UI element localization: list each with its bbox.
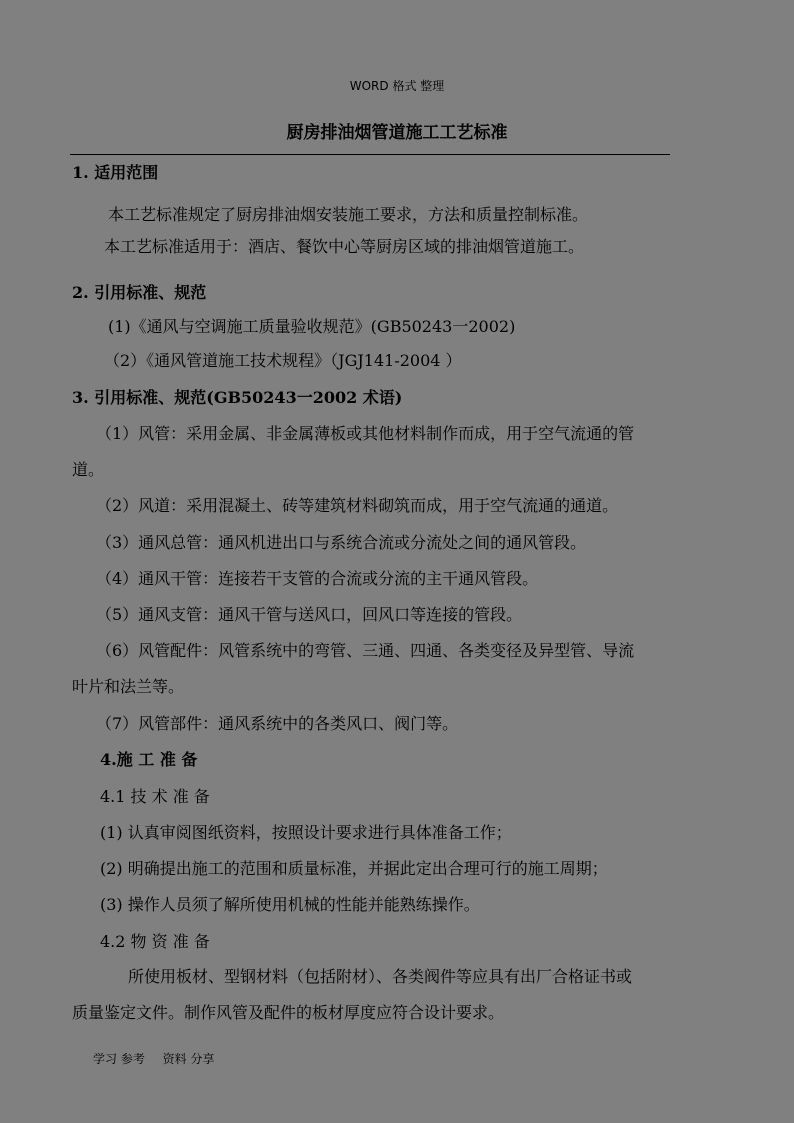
section-2-item-1: (1)《通风与空调施工质量验收规范》(GB50243一2002): [108, 317, 516, 336]
section-4-heading: 4.施 工 准 备: [100, 750, 198, 769]
section-3-term-3: （3）通风总管：通风机进出口与系统合流或分流处之间的通风管段。: [96, 533, 587, 552]
title-divider: [70, 154, 670, 155]
section-3-term-2: （2）风道：采用混凝土、砖等建筑材料砌筑而成，用于空气流通的通道。: [96, 496, 619, 515]
section-3-term-1-line-1: （1）风管：采用金属、非金属薄板或其他材料制作而成，用于空气流通的管: [96, 424, 635, 443]
footer-text-1: 学习 参考: [93, 1052, 145, 1066]
section-4-1-item-3: (3) 操作人员须了解所使用机械的性能并能熟练操作。: [100, 895, 480, 914]
section-1-paragraph-2: 本工艺标准适用于：酒店、餐饮中心等厨房区域的排油烟管道施工。: [104, 237, 585, 256]
page-footer: [93, 1050, 228, 1067]
section-3-term-6-line-1: （6）风管配件：风管系统中的弯管、三通、四通、各类变径及异型管、导流: [96, 641, 635, 660]
section-1-heading: 1. 适用范围: [72, 163, 159, 182]
section-4-2-heading: 4.2 物 资 准 备: [100, 932, 210, 951]
page-header: WORD 格式 整理: [349, 79, 445, 93]
section-1-paragraph-1: 本工艺标准规定了厨房排油烟安装施工要求，方法和质量控制标准。: [108, 205, 589, 224]
section-2-heading: 2. 引用标准、规范: [72, 283, 207, 302]
section-3-term-6-line-2: 叶片和法兰等。: [72, 677, 185, 696]
section-2-item-2: （2）《通风管道施工技术规程》（JGJ141-2004 ）: [104, 351, 462, 370]
document-title: 厨房排油烟管道施工工艺标准: [286, 123, 508, 143]
footer-text-2: 资料 分享: [162, 1052, 215, 1066]
section-3-heading: 3. 引用标准、规范(GB50243一2002 术语): [72, 388, 403, 407]
section-4-1-item-2: (2) 明确提出施工的范围和质量标准，并据此定出合理可行的施工周期；: [100, 859, 608, 878]
section-3-term-7: （7）风管部件：通风系统中的各类风口、阀门等。: [96, 714, 459, 733]
section-4-2-paragraph-line-2: 质量鉴定文件。制作风管及配件的板材厚度应符合设计要求。: [72, 1003, 505, 1022]
section-4-2-paragraph-line-1: 所使用板材、型钢材料（包括附材）、各类阀件等应具有出厂合格证书或: [128, 967, 633, 986]
section-4-1-heading: 4.1 技 术 准 备: [100, 787, 210, 806]
section-3-term-4: （4）通风干管：连接若干支管的合流或分流的主干通风管段。: [96, 569, 539, 588]
section-3-term-1-line-2: 道。: [72, 460, 105, 479]
section-3-term-5: （5）通风支管：通风干管与送风口，回风口等连接的管段。: [96, 605, 523, 624]
section-4-1-item-1: (1) 认真审阅图纸资料，按照设计要求进行具体准备工作；: [100, 823, 512, 842]
